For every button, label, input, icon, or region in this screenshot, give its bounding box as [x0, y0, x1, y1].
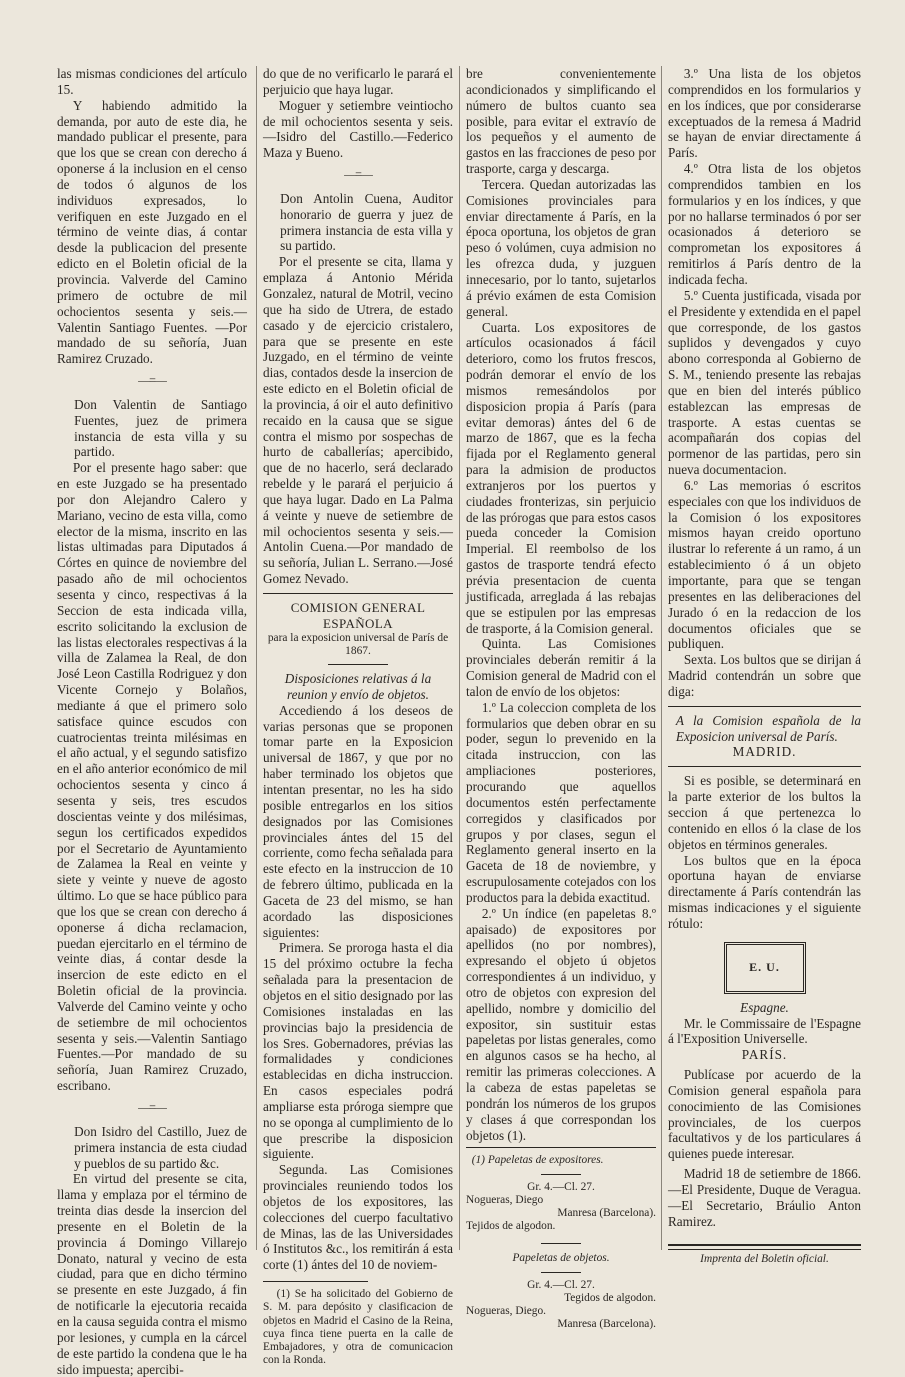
footnote-line: Nogueras, Diego.	[466, 1305, 547, 1317]
paragraph: Madrid 18 de setiembre de 1866.—El Presidente, Duque de Veragua.—El Secretario, Bráulio Anton Ramirez.	[668, 1166, 861, 1229]
section-subtitle: para la exposicion universal de París de 1867.	[267, 631, 449, 657]
section-title: COMISION GENERAL ESPAÑOLA	[290, 600, 426, 631]
separator: —=—	[138, 373, 166, 388]
column-4	[668, 66, 861, 1266]
footnote-title: (1) Papeletas de expositores.	[471, 1154, 604, 1167]
paragraph: do que de no verificarlo le parará el perjuicio que haya lugar.	[263, 66, 453, 97]
paragraph: Quinta. Las Comisiones provinciales deberán remitir á la Comision general de Madrid con el talon de envío de los objetos:	[466, 636, 656, 699]
divider-rule	[541, 1243, 581, 1244]
section-heading: Disposiciones relativas á la reunion y envío de objetos.	[284, 671, 432, 702]
column-1	[57, 66, 247, 1377]
footnote-group: Gr. 4.—Cl. 27.	[527, 1278, 595, 1291]
footnote-line: Tegidos de algodon.	[564, 1291, 656, 1304]
footnote-group: Gr. 4.—Cl. 27.	[527, 1180, 595, 1193]
separator: —=—	[138, 1100, 166, 1114]
column-divider	[459, 66, 460, 1250]
label-city: PARÍS.	[741, 1047, 788, 1063]
divider-rule	[668, 766, 861, 767]
label-box: E. U.	[724, 942, 806, 994]
paragraph: Por el presente hago saber: que en este Juzgado se ha presentado por don Alejandro Calero y Mariano, vecino de esta villa, como elector de la misma, inscrito en las listas ultimadas para Diputados á Córtes en quince de noviembre del pasado año de mil ochocientos sesenta y cinco, respectivas á la Seccion de esta indicada villa, escrito solicitando la exclusion de las listas electorales respectivas á la villa de Zalamea la Real, de don José Leon Castilla Rodriguez y don Vicente Cornejo y Bolaños, mediante á que el primero solo satisface quince escudos con cuatrocientas treinta milésimas en el año actual, y el segundo satisfizo en el año anterior económico de mil ochocientos sesenta y cinco á sesenta y seis, tres escudos doscientas veinte y dos milésimas, segun los certificados expedidos por el Secretario de Ayuntamiento de Zalamea la Real en veinte y siete y veinte y nueve de agosto último. Lo que se hace público para que los que se crean con derecho á oponerse á dicha reclamacion, puedan ejercitarlo en el término de veinte dias, á contar desde la insercion de este edicto en el Boletin oficial de la provincia. Valverde del Camino veinte y ocho de setiembre de mil ochocientos sesenta y seis.—Valentin Santiago Fuentes.—Por mandado de su señoría, Juan Ramirez Cruzado, escribano.	[57, 460, 247, 1094]
paragraph: 1.º La coleccion completa de los formularios que deben obrar en su poder, segun lo prevenido en la citada instruccion, con las ampliaciones posteriores, procurando que aquellos documentos estén perfectamente corregidos y clasificados por grupos y por clases, segun el Reglamento general inserto en la Gaceta de 18 de noviembre, y escrupulosamente cotejados con los productos para la debida exactitud.	[466, 699, 656, 905]
paragraph: Cuarta. Los expositores de artículos ocasionados á fácil deterioro, como los frutos frescos, podrán demorar el envío de los mismos remesándolos por disposicion propia á París (para evitar demoras) ántes del 6 de marzo de 1867, que es la fecha fijada por el Reglamento general para la admision de productos extranjeros por los puertos y ciudades fronterizas, sin perjuicio de las prórogas que para estos casos pueda conceder la Comision Imperial. El reembolso de los gastos de trasporte tendrá efecto prévia presentacion de cuenta justificada, arreglada á las rebajas que se estipulen por las empresas de trasporte, á la Comision general.	[466, 319, 656, 636]
paragraph: Si es posible, se determinará en la parte exterior de los bultos la seccion á que pertenezca lo contenido en ellos ó la clase de los objetos en términos generales.	[668, 773, 861, 852]
footnote-title: Papeletas de objetos.	[512, 1252, 610, 1265]
paragraph: Primera. Se proroga hasta el dia 15 del próximo octubre la fecha señalada para la presentacion de objetos en el sitio designado por las Comisiones instaladas en las provincias bajo la presidencia de los Sres. Gobernadores, prévias las formalidades y condiciones establecidas en dicha instruccion. En casos especiales podrá ampliarse esta próroga siempre que no se oponga al cumplimiento de lo que prescribe la disposicion siguiente.	[263, 940, 453, 1162]
parcel-label-city: MADRID.	[732, 744, 797, 760]
paragraph: 2.º Un índice (en papeletas 8.º apaisado) de expositores por apellidos (no por nombres), expresando el objeto ú objetos correspondientes á un individuo, y otro de objetos con expresion del apellido, nombre y domicilio del expositor, sin sustituir estas papeletas por listas generales, como en algunos casos se ha hecho, al remitir las primeras colecciones. A la cabeza de estas papeletas se pondrán los números de los grupos y clases á que correspondan los objetos (1).	[466, 905, 656, 1143]
footnote-line: Manresa (Barcelona).	[557, 1206, 656, 1219]
footnote-block	[466, 1154, 656, 1331]
separator: —=—	[344, 167, 372, 182]
paragraph: bre convenientemente acondicionados y simplificando el número de bultos cuanto sea posible, para evitar el extravío de los pequeños y el aumento de gastos en las fracciones de peso por trasporte, carga y descarga.	[466, 66, 656, 177]
paragraph: Por el presente se cita, llama y emplaza á Antonio Mérida Gonzalez, natural de Motril, vecino que ha sido de Utrera, de estado casado y de ejercicio cristalero, para que se presente en este Juzgado, en el término de veinte dias, contados desde la insercion de este edicto en el Boletin oficial de la provincia, á oir el auto definitivo recaido en la causa que se sigue contra el mismo por sospechas de hurto de caballerías; apercibido, que de no hacerlo, será declarado rebelde y le parará el perjuicio á que haya lugar. Dado en La Palma á veinte y nueve de setiembre de mil ochocientos sesenta y seis.—Antolin Cuena.—Por mandado de su señoría, Julian L. Serrano.—José Gomez Nevado.	[263, 254, 453, 587]
footer-rule	[668, 1244, 861, 1250]
paragraph: Moguer y setiembre veintiocho de mil ochocientos sesenta y seis. —Isidro del Castillo.—Federico Maza y Bueno.	[263, 97, 453, 161]
printer-imprint: Imprenta del Boletin oficial.	[700, 1252, 829, 1265]
paragraph: En virtud del presente se cita, llama y emplaza por el término de treinta dias desde la insercion del presente en el Boletin de la provincia á Domingo Villarejo Donato, natural y vecino de esta ciudad, para que en dicho término se presente en este Juzgado, á fin de notificarle la ejecutoria recaida en la causa seguida contra el mismo por lesiones, y cumpla en la cárcel de este partido la condena que le ha sido impuesta; apercibi-	[57, 1171, 247, 1377]
footnote-line: Nogueras, Diego	[466, 1193, 544, 1206]
paragraph: Tercera. Quedan autorizadas las Comisiones provinciales para enviar directamente á París, en la época oportuna, los objetos de gran peso ó volúmen, cuya admision no les ofrezca duda, y juzguen innecesario, por lo tanto, sujetarlos á prévio exámen de esta Comision general.	[466, 176, 656, 319]
paragraph: Mr. le Commissaire de l'Espagne á l'Exposition Universelle.	[668, 1015, 861, 1047]
edict-heading: Don Isidro del Castillo, Juez de primera instancia de esta ciudad y pueblos de su partido &c.	[74, 1123, 247, 1171]
divider-rule	[668, 706, 861, 707]
footnote-rule	[263, 1281, 368, 1282]
paragraph: las mismas condiciones del artículo 15.	[57, 66, 247, 97]
paragraph: 5.º Cuenta justificada, visada por el Presidente y extendida en el papel que corresponde, de los gastos suplidos y devengados y cuyo abono corresponda al Gobierno de S. M., teniendo presente las rebajas que en bien del interés público establezcan las empresas de trasporte. A estas cuentas se acompañarán dos copias del pormenor de las partidas, pero sin nueva documentacion.	[668, 287, 861, 478]
paragraph: Publícase por acuerdo de la Comision general española para conocimiento de las Comisiones provinciales, de los cuerpos facultativos y de los particulares á quienes puede interesar.	[668, 1067, 861, 1162]
paragraph: Y habiendo admitido la demanda, por auto de este dia, he mandado publicar el presente, para que los que se crean con derecho á oponerse á la inclusion en el censo de todos ó algunos de los individuos expresados, lo verifiquen en este Juzgado en el término de veinte dias, á contar desde la publicacion del presente edicto en el Boletin oficial de la provincia. Valverde del Camino primero de octubre de mil ochocientos sesenta y seis.—Valentin Santiago Fuentes. —Por mandado de su señoría, Juan Ramirez Cruzado.	[57, 97, 247, 367]
paragraph: Sexta. Los bultos que se dirijan á Madrid contendrán un sobre que diga:	[668, 652, 861, 699]
column-divider	[661, 66, 662, 1250]
column-divider	[256, 66, 257, 1250]
paragraph: Los bultos que en la época oportuna hayan de enviarse directamente á París contendrán las mismas indicaciones y el siguiente rótulo:	[668, 852, 861, 931]
divider-rule	[328, 664, 388, 665]
paragraph: Segunda. Las Comisiones provinciales reuniendo todos los objetos de los expositores, las colecciones del cuerpo facultativo de Minas, las de las Universidades ó Institutos &c., los remitirán á esta corte (1) ántes del 10 de noviem-	[263, 1162, 453, 1273]
footnote-line: Manresa (Barcelona).	[557, 1318, 656, 1331]
footnote-rule	[466, 1147, 656, 1148]
column-3	[466, 66, 656, 1331]
divider-rule	[541, 1272, 581, 1273]
edict-heading: Don Antolin Cuena, Auditor honorario de guerra y juez de primera instancia de esta villa y su partido.	[280, 190, 453, 254]
label-country: Espagne.	[740, 999, 789, 1015]
section-rule	[263, 593, 453, 594]
parcel-label: A la Comision española de la Exposicion universal de París.	[675, 712, 861, 744]
paragraph: 4.º Otra lista de los objetos comprendidos tambien en los formularios y en los índices, y que por no hallarse terminados ó por ser ocasionados á deterioro se comprometan los expositores á remitirlos á París dentro de la indicada fecha.	[668, 161, 861, 287]
paragraph: Accediendo á los deseos de varias personas que se proponen tomar parte en la Exposicion universal de 1867, y que por no haber terminado los objetos que intentan presentar, no les ha sido posible entregarlos en los sitios designados por las Comisiones provinciales ántes del 15 del corriente, como fecha señalada para este efecto en la instruccion de 10 de febrero último, publicada en la Gaceta de 23 del mismo, se han acordado las disposiciones siguientes:	[263, 702, 453, 940]
column-2	[263, 66, 453, 1367]
paragraph: 3.º Una lista de los objetos comprendidos en los formularios y en los índices, que por considerarse exceptuados de la remesa á Madrid se hayan de enviar directamente á París.	[668, 66, 861, 161]
footnote-line: Tejidos de algodon.	[466, 1220, 556, 1233]
paragraph: 6.º Las memorias ó escritos especiales con que los individuos de la Comision ó los expositores mismos hayan creido oportuno ilustrar lo referente á un ramo, á un establecimiento ó á un objeto importante, para que se tengan presentes en las deliberaciones del Jurado ó en la redaccion de los documentos oficiales que se publiquen.	[668, 477, 861, 652]
divider-rule	[541, 1174, 581, 1175]
footnote: (1) Se ha solicitado del Gobierno de S. M. para depósito y clasificacion de objetos en Madrid el Casino de la Reina, cuya finca tiene puerta en la calle de Embajadores, y otra de comunicacion con la Ronda.	[263, 1288, 453, 1367]
edict-heading: Don Valentin de Santiago Fuentes, juez de primera instancia de esta villa y su partido.	[74, 396, 247, 460]
